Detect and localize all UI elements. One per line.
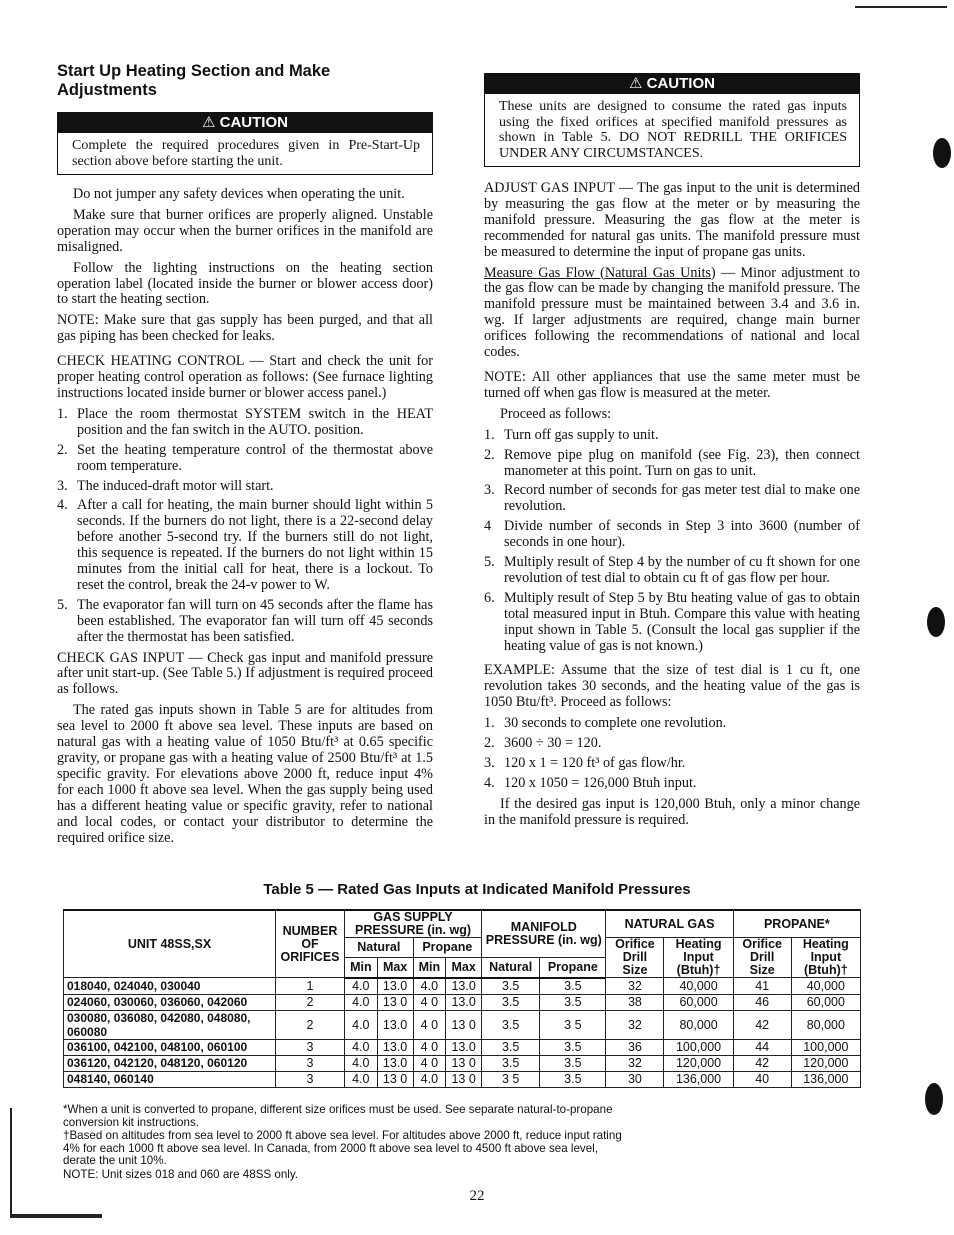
col-header-orifices: NUMBER OF ORIFICES: [276, 910, 345, 978]
table-cell: 4.0: [345, 978, 378, 995]
col-header-max: Max: [377, 957, 413, 977]
table-cell: 32: [606, 978, 664, 995]
table-cell: 1: [276, 978, 345, 995]
gas-input-table: [63, 909, 861, 1088]
table-row: [64, 1071, 861, 1087]
list-item: 4. After a call for heating, the main burner should light within 5 seconds. If the burners do not light, there is a 22-second delay before another 5-second try. If the burners still do not light, this sequence is repeated. If the burners do not light within 15 minutes from the initial call for heat, there is a lockout. To reset the control, break the 24-v power to W.: [57, 497, 433, 593]
table-cell: 3: [276, 1039, 345, 1055]
table-row: [64, 1039, 861, 1055]
table-cell: 4.0: [345, 1055, 378, 1071]
col-header-manifold: MANIFOLD PRESSURE (in. wg): [482, 910, 606, 957]
table-cell: 60,000: [791, 994, 860, 1010]
col-header-heating-input: Heating Input (Btuh)†: [664, 938, 733, 978]
col-header-manifold-propane: Propane: [540, 957, 606, 977]
table-row: [64, 978, 861, 995]
table-row: [64, 994, 861, 1010]
col-header-max: Max: [446, 957, 482, 977]
table-row: [64, 1055, 861, 1071]
example-list: [484, 716, 860, 792]
table-cell: 46: [733, 994, 791, 1010]
col-header-natural-gas: NATURAL GAS: [606, 910, 733, 938]
caution-label: ⚠ CAUTION: [485, 74, 859, 94]
table-cell: 36: [606, 1039, 664, 1055]
table-cell: 100,000: [791, 1039, 860, 1055]
footnote: NOTE: Unit sizes 018 and 060 are 48SS only.: [63, 1167, 299, 1181]
unit-cell: 048140, 060140: [64, 1071, 276, 1087]
binder-hole-mark: [933, 138, 951, 168]
col-header-unit: UNIT 48SS,SX: [64, 910, 276, 978]
left-column: [57, 62, 433, 851]
table-cell: 40,000: [791, 978, 860, 995]
list-item: 6. Multiply result of Step 5 by Btu heating value of gas to obtain total measured input in Btuh. Compare this value with heating input shown in Table 5. (Consult the local gas supplier if the heating value of gas is not known.): [484, 589, 860, 654]
table-cell: 3 5: [540, 1010, 606, 1039]
col-header-propane: PROPANE*: [733, 910, 860, 938]
margin-mark-bottom: [10, 1214, 102, 1218]
table-cell: 120,000: [664, 1055, 733, 1071]
right-column: [484, 73, 860, 834]
table-cell: 60,000: [664, 994, 733, 1010]
col-header-min: Min: [413, 957, 446, 977]
table-cell: 13.0: [377, 978, 413, 995]
top-rule: [855, 6, 947, 8]
table-cell: 3.5: [540, 1039, 606, 1055]
table-cell: 30: [606, 1071, 664, 1087]
table-cell: 42: [733, 1010, 791, 1039]
table-cell: 40,000: [664, 978, 733, 995]
list-item: 5. The evaporator fan will turn on 45 seconds after the flame has been established. The evaporator fan will turn off 45 seconds after the thermostat has been satisfied.: [57, 596, 433, 645]
unit-cell: 024060, 030060, 036060, 042060: [64, 994, 276, 1010]
table-cell: 4.0: [413, 978, 446, 995]
table-cell: 80,000: [791, 1010, 860, 1039]
table-cell: 4 0: [413, 1010, 446, 1039]
list-item: 1. Turn off gas supply to unit.: [484, 426, 659, 443]
table-cell: 38: [606, 994, 664, 1010]
paragraph: Do not jumper any safety devices when operating the unit.: [73, 186, 405, 202]
table-cell: 100,000: [664, 1039, 733, 1055]
table-cell: 4.0: [345, 1071, 378, 1087]
table-cell: 32: [606, 1010, 664, 1039]
footnote: †Based on altitudes from sea level to 2000 ft above sea level. For altitudes above 2000 ft, reduce input rating 4% for each 1000 ft above sea level. In Canada, from 2000 ft above sea level to 4500 ft above sea level, derate the unit 10%.: [63, 1129, 622, 1167]
table-cell: 3.5: [482, 1010, 540, 1039]
paragraph: The rated gas inputs shown in Table 5 are for altitudes from sea level to 2000 ft above sea level. These inputs are based on natural gas with a heating value of 1050 Btu/ft³ at 0.65 specific gravity, or propane gas with a heating value of 2500 Btu/ft³ at 1.5 specific gravity. For elevations above 2000 ft, reduce input 4% for each 1000 ft above sea level. When the gas supply being used has a different heating value or specific gravity, refer to national and local codes, or contact your distributor to determine the required orifice size.: [57, 702, 433, 846]
caution-text: Complete the required procedures given in Pre-Start-Up section above before starting the unit.: [72, 138, 420, 169]
table-cell: 3: [276, 1055, 345, 1071]
col-header-propane-supply: Propane: [413, 938, 482, 958]
table-cell: 4.0: [345, 994, 378, 1010]
table-title: Table 5 — Rated Gas Inputs at Indicated Manifold Pressures: [263, 881, 691, 898]
table-cell: 2: [276, 994, 345, 1010]
list-item: 3. The induced-draft motor will start.: [57, 477, 274, 494]
note: NOTE: All other appliances that use the same meter must be turned off when gas flow is measured at the meter.: [484, 368, 860, 401]
table-cell: 13 0: [446, 1010, 482, 1039]
binder-hole-mark: [927, 607, 945, 637]
list-item: 2. Remove pipe plug on manifold (see Fig. 23), then connect manometer at this point. Turn on gas to unit.: [484, 446, 860, 479]
paragraph: CHECK HEATING CONTROL — Start and check the unit for proper heating control operation as follows: (See furnace lighting instructions located inside burner or blower access panel.): [57, 353, 433, 401]
table-cell: 13.0: [446, 1039, 482, 1055]
table-cell: 41: [733, 978, 791, 995]
table-cell: 3.5: [482, 978, 540, 995]
col-header-orifice-size: Orifice Drill Size: [733, 938, 791, 978]
caution-box: [57, 112, 433, 175]
col-header-manifold-natural: Natural: [482, 957, 540, 977]
table-cell: 4.0: [345, 1010, 378, 1039]
table-cell: 13 0: [377, 1071, 413, 1087]
table-cell: 3.5: [540, 1071, 606, 1087]
table-cell: 3.5: [482, 994, 540, 1010]
section-heading: Start Up Heating Section and Make Adjustments: [57, 62, 331, 99]
table-cell: 44: [733, 1039, 791, 1055]
table-cell: 3: [276, 1071, 345, 1087]
table-cell: 136,000: [664, 1071, 733, 1087]
col-header-gas-supply: GAS SUPPLY PRESSURE (in. wg): [345, 910, 482, 938]
list-item: 2. 3600 ÷ 30 = 120.: [484, 735, 602, 752]
paragraph: Measure Gas Flow (Natural Gas Units) — Minor adjustment to the gas flow can be made by changing the manifold pressure. The manifold pressure must be maintained between 3.4 and 3.6 in. wg. If larger adjustments are required, change main burner orifices following the recommendations of national and local codes.: [484, 264, 860, 361]
table-cell: 4.0: [345, 1039, 378, 1055]
unit-cell: 018040, 024040, 030040: [64, 978, 276, 995]
table-cell: 3.5: [540, 994, 606, 1010]
unit-cell: 030080, 036080, 042080, 048080, 060080: [64, 1010, 276, 1039]
table-cell: 13 0: [377, 994, 413, 1010]
table-cell: 13 0: [446, 1071, 482, 1087]
list-item: 5. Multiply result of Step 4 by the number of cu ft shown for one revolution of test dial to obtain cu ft of gas flow per hour.: [484, 554, 860, 586]
paragraph: Make sure that burner orifices are properly aligned. Unstable operation may occur when the burner orifices in the manifold are misaligned.: [57, 206, 433, 255]
table-cell: 120,000: [791, 1055, 860, 1071]
list-item: 4 Divide number of seconds in Step 3 into 3600 (number of seconds in one hour).: [484, 518, 860, 551]
caution-text: These units are designed to consume the rated gas inputs using the fixed orifices at specified manifold pressures as shown in Table 5. DO NOT REDRILL THE ORIFICES UNDER ANY CIRCUMSTANCES.: [499, 99, 847, 161]
table-row: [64, 1010, 861, 1039]
paragraph: CHECK GAS INPUT — Check gas input and manifold pressure after unit start-up. (See Table 5.) If adjustment is required proceed as follows.: [57, 649, 433, 698]
table-cell: 4 0: [413, 1039, 446, 1055]
table-cell: 13.0: [446, 978, 482, 995]
page-number: 22: [469, 1188, 485, 1204]
step-list: [57, 407, 433, 646]
table-cell: 3.5: [482, 1055, 540, 1071]
caution-box: [484, 73, 860, 167]
table-cell: 13.0: [377, 1010, 413, 1039]
binder-hole-mark: [925, 1083, 943, 1115]
list-item: 3. Record number of seconds for gas meter test dial to make one revolution.: [484, 482, 860, 515]
paragraph: EXAMPLE: Assume that the size of test dial is 1 cu ft, one revolution takes 30 seconds, and the heating value of the gas is 1050 Btu/ft³. Proceed as follows:: [484, 662, 860, 711]
table-cell: 4.0: [413, 1071, 446, 1087]
table-cell: 13.0: [377, 1055, 413, 1071]
paragraph: If the desired gas input is 120,000 Btuh, only a minor change in the manifold pressure is required.: [484, 795, 860, 828]
note: NOTE: Make sure that gas supply has been purged, and that all gas piping has been checked for leaks.: [57, 312, 433, 345]
table-cell: 4 0: [413, 994, 446, 1010]
footnote: *When a unit is converted to propane, different size orifices must be used. See separate natural-to-propane conversion kit instructions.: [63, 1103, 613, 1129]
list-item: 1. Place the room thermostat SYSTEM switch in the HEAT position and the fan switch in the AUTO. position.: [57, 405, 433, 438]
table-cell: 13 0: [446, 1055, 482, 1071]
step-list: [484, 428, 860, 655]
table-cell: 32: [606, 1055, 664, 1071]
table-cell: 3.5: [540, 1055, 606, 1071]
unit-cell: 036100, 042100, 048100, 060100: [64, 1039, 276, 1055]
col-header-natural: Natural: [345, 938, 414, 958]
col-header-orifice-size: Orifice Drill Size: [606, 938, 664, 978]
paragraph: ADJUST GAS INPUT — The gas input to the unit is determined by measuring the gas flow at the meter or by measuring the manifold pressure. Measuring the gas flow at the meter is recommended for natural gas units. The manifold pressure must be measured to determine the input of propane gas units.: [484, 180, 860, 260]
table-cell: 13.0: [377, 1039, 413, 1055]
table-cell: 42: [733, 1055, 791, 1071]
list-item: 3. 120 x 1 = 120 ft³ of gas flow/hr.: [484, 755, 686, 771]
caution-label: ⚠ CAUTION: [58, 113, 432, 133]
table-cell: 4 0: [413, 1055, 446, 1071]
unit-cell: 036120, 042120, 048120, 060120: [64, 1055, 276, 1071]
table-cell: 80,000: [664, 1010, 733, 1039]
table-cell: 2: [276, 1010, 345, 1039]
table-cell: 13.0: [446, 994, 482, 1010]
table-cell: 136,000: [791, 1071, 860, 1087]
table-cell: 40: [733, 1071, 791, 1087]
table-cell: 3.5: [482, 1039, 540, 1055]
table-footnotes: [63, 1104, 623, 1182]
list-item: 1. 30 seconds to complete one revolution.: [484, 715, 727, 732]
paragraph: Follow the lighting instructions on the heating section operation label (located inside the burner or blower access door) to start the heating section.: [57, 259, 433, 308]
list-item: 4. 120 x 1050 = 126,000 Btuh input.: [484, 774, 697, 791]
paragraph: Proceed as follows:: [500, 405, 612, 422]
table-cell: 3.5: [540, 978, 606, 995]
col-header-min: Min: [345, 957, 378, 977]
col-header-heating-input: Heating Input (Btuh)†: [791, 938, 860, 978]
table-cell: 3 5: [482, 1071, 540, 1087]
list-item: 2. Set the heating temperature control of the thermostat above room temperature.: [57, 441, 433, 474]
